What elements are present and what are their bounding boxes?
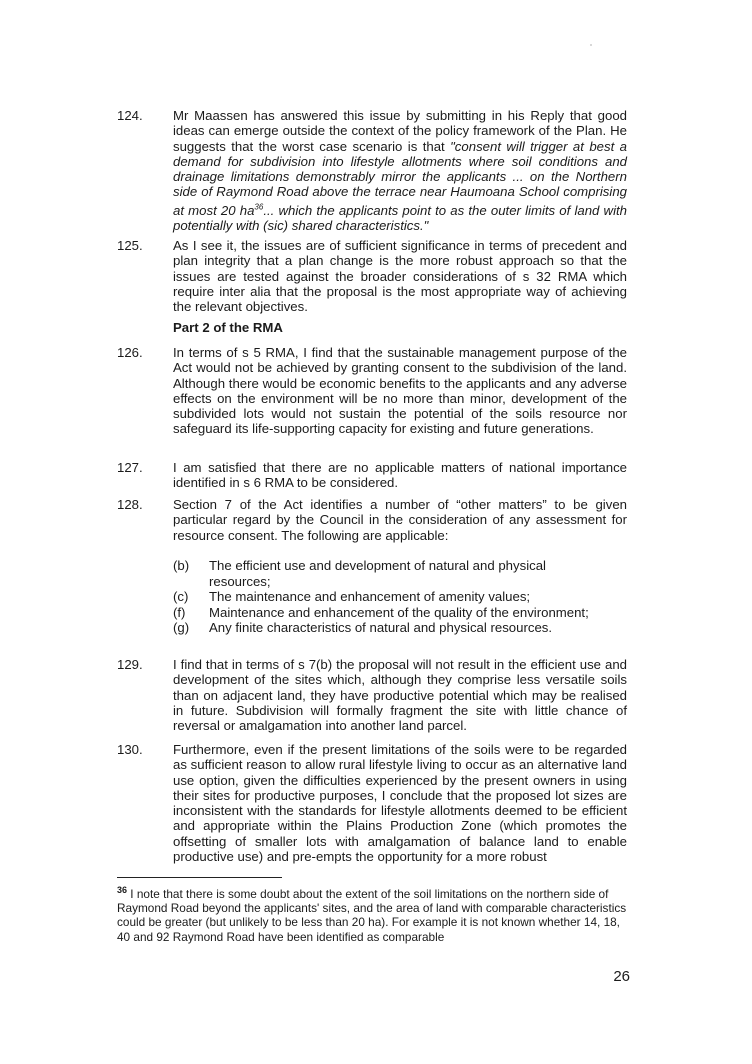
paragraph-text: In terms of s 5 RMA, I find that the sustainable management purpose of the Act would not be achieved by granting consent to the subdivision of the land. Although there would be economic benefits to the applicants and any adverse effects on the environment will be no more than minor, development of the subdivided lots would not sustain the potential of the soils resource nor safeguard its life-supporting capacity for existing and future generations. — [173, 345, 627, 437]
paragraph-text — [173, 108, 627, 234]
footnote-number: 36 — [117, 885, 128, 895]
paragraph-text: I am satisfied that there are no applicable matters of national importance identified in s 6 RMA to be considered. — [173, 460, 627, 491]
quote-part-1: "consent will trigger at best a demand for subdivision into lifestyle allotments where soil conditions and drainage limitations demonstrably mirror the applicants ... on the Northern side of Raymond Road above the terrace near Haumoana School comprising at most 20 ha — [173, 138, 627, 219]
paragraph-text: As I see it, the issues are of sufficient significance in terms of precedent and plan integrity that a plan change is the more robust approach so that the issues are tested against the broader considerations of s 32 RMA which require inter alia that the proposal is the most appropriate way of achieving the relevant objectives. — [173, 238, 627, 315]
paragraph-number: 128. — [117, 497, 143, 512]
paragraph-text: I find that in terms of s 7(b) the proposal will not result in the efficient use and development of the sites which, although they comprise less versatile soils than on adjacent land, they have productive potential which may be realised in future. Subdivision will formally fragment the site with little chance of reversal or amalgamation into another land parcel. — [173, 657, 627, 734]
matters-list — [173, 558, 633, 636]
paragraph-number: 127. — [117, 460, 143, 475]
paragraph-number: 130. — [117, 742, 143, 757]
footnote-separator — [117, 877, 282, 878]
paragraph-124 — [117, 108, 637, 234]
paragraph-number: 124. — [117, 108, 143, 123]
list-item — [173, 605, 633, 621]
paragraph-130 — [117, 742, 637, 864]
paragraph-number: 125. — [117, 238, 143, 253]
list-item-text: Maintenance and enhancement of the quality of the environment; — [209, 604, 589, 620]
list-item-text: Any finite characteristics of natural and physical resources. — [209, 620, 553, 635]
list-item — [173, 558, 633, 589]
paragraph-126 — [117, 345, 637, 437]
list-item-label: (c) — [173, 589, 189, 604]
paragraph-number: 126. — [117, 345, 143, 360]
paragraph-128 — [117, 497, 637, 543]
list-item-label: (f) — [173, 604, 186, 620]
paragraph-text-intro: Mr Maassen has answered this issue by submitting in his Reply that good ideas can emerge outside the context of the policy framework of the Plan. He suggests that the worst case scenario is that — [173, 108, 627, 154]
paragraph-127 — [117, 460, 637, 491]
list-item-label: (g) — [173, 620, 190, 635]
paragraph-text: Furthermore, even if the present limitations of the soils were to be regarded as sufficient reason to allow rural lifestyle living to occur as an alternative land use option, given the difficulties experienced by the present owners in using their sites for productive purposes, I conclude that the proposed lot sizes are inconsistent with the standards for lifestyle allotments deemed to be efficient and appropriate within the Plains Production Zone (which promotes the offsetting of smaller lots with amalgamation of balance land to enable productive use) and pre-empts the opportunity for a more robust — [173, 742, 627, 865]
list-item-label: (b) — [173, 558, 190, 573]
list-item-text: The maintenance and enhancement of amenity values; — [209, 589, 531, 604]
paragraph-129 — [117, 657, 637, 733]
page-number: 26 — [613, 968, 630, 985]
scan-speck — [590, 44, 592, 46]
list-item-text: The efficient use and development of natural and physical resources; — [209, 558, 546, 589]
footnote — [117, 883, 629, 944]
section-heading: Part 2 of the RMA — [173, 320, 283, 335]
footnote-text: I note that there is some doubt about the extent of the soil limitations on the northern side of Raymond Road beyond the applicants' sites, and the area of land with comparable characteristics could be greater (but unlikely to be less than 20 ha). For example it is not known whether 14, 18, 40 and 92 Raymond Road have been identified as comparable — [117, 886, 627, 944]
list-item — [173, 589, 633, 605]
footnote-reference[interactable]: 36 — [254, 202, 264, 212]
list-item — [173, 620, 633, 636]
quote-part-2: ... which the applicants point to as the outer limits of land with potentially with (sic) shared characteristics." — [173, 203, 628, 234]
paragraph-125 — [117, 238, 637, 314]
paragraph-number: 129. — [117, 657, 143, 672]
paragraph-text: Section 7 of the Act identifies a number of “other matters” to be given particular regard by the Council in the consideration of any assessment for resource consent. The following are applicable: — [173, 497, 627, 543]
